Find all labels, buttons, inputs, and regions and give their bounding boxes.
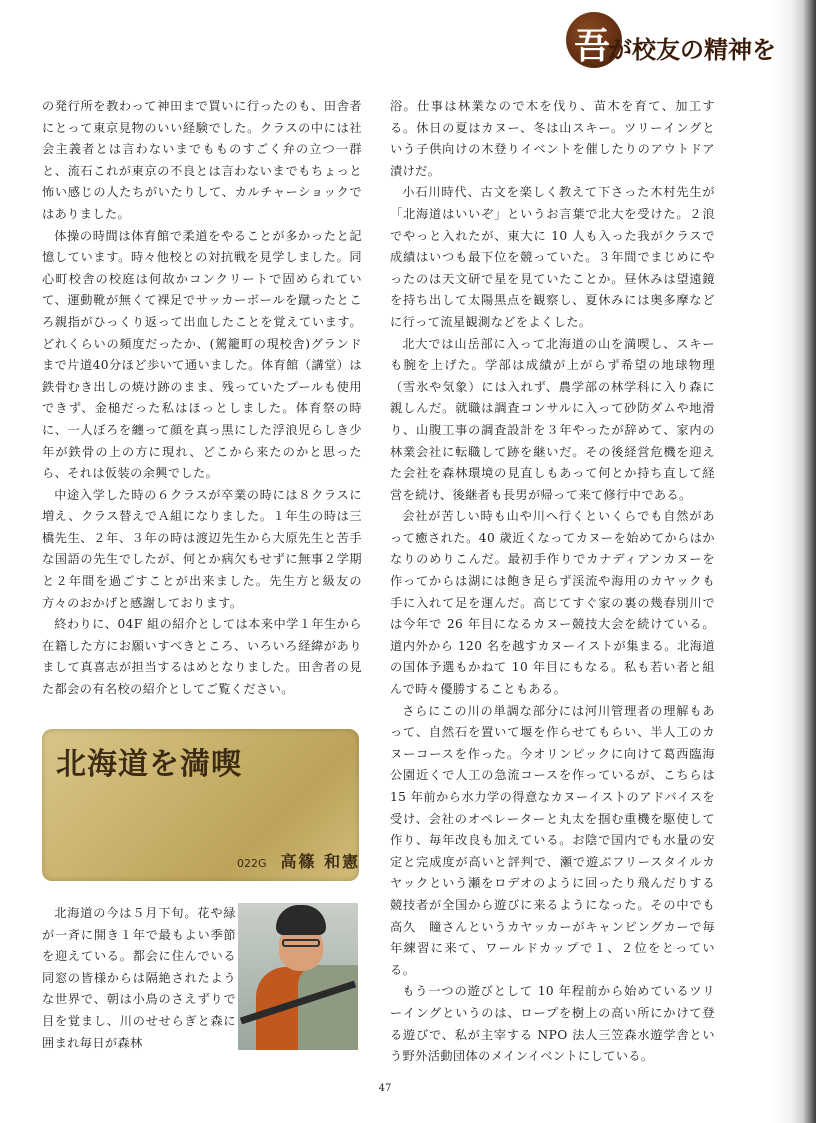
photo-helmet	[276, 905, 326, 935]
page-edge-shadow	[772, 0, 816, 1123]
paragraph: 北海道の今は５月下旬。花や緑が一斉に開き１年で最もよい季節を迎えている。都会に住んでいる同窓の皆様からは隔絶されたような世界で、朝は小鳥のさえずりで目を覚まし、川のせせらぎと森に囲まれ毎日が森林	[42, 906, 236, 1050]
paragraph: 浴。仕事は林業なので木を伐り、苗木を育て、加工する。休日の夏はカヌー、冬は山スキー。ツリーイングという子供向けの木登りイベントを催したりのアウトドア漬けだ。	[390, 99, 715, 178]
paragraph: さらにこの川の単調な部分には河川管理者の理解もあって、自然石を置いて堰を作らせてもらい、半人工のカヌーコースを作った。今オリンピックに向けて葛西臨海公園近くで人工の急流コースを作っているが、こちらは 15 年前から水力学の得意なカヌーイストのアドバイスを受け、会社のオペレーターと丸太を掴む重機を駆使して作り、毎年改良も加えている。お陰で国内でも水量の安定と完成度が高いと評判で、瀬で遊ぶフリースタイルカヤックという瀬をロデオのように回ったり飛んだりする競技者が全国から遊びに来るようになった。その中でも高久 瞳さんというカヤッカーがキャンピングカーで毎年練習に来て、ワールドカップで１、２位をとっている。	[390, 703, 715, 977]
paragraph: の発行所を教わって神田まで買いに行ったのも、田舎者にとって東京見物のいい経験でした。クラスの中には社会主義者とは言わないまでもものすごく弁の立つ一群と、流石これが東京の不良とは言わないまでもちょっと怖い感じの人たちがいたりして、カルチャーショックではありました。	[42, 99, 362, 221]
photo-glasses	[282, 939, 320, 947]
author-name: 高篠 和憲	[280, 852, 361, 871]
right-column	[390, 96, 715, 1068]
article-title: 北海道を満喫	[56, 747, 242, 782]
paragraph: もう一つの遊びとして 10 年程前から始めているツリーイングというのは、ロープを樹上の高い所にかけて登る遊びで、私が主宰する NPO 法人三笠森水遊学舎という野外活動団体のメインイベントにしている。	[390, 984, 715, 1064]
article-byline	[237, 849, 360, 872]
left-column-bottom	[42, 903, 236, 1054]
left-column-top	[42, 96, 362, 701]
paragraph: 体操の時間は体育館で柔道をやることが多かったと記憶しています。時々他校との対抗戦を見学しました。同心町校舎の校庭は何故かコンクリートで固められていて、運動靴が無くて裸足でサッカーボールを蹴ったところ親指がひっくり返って出血したことを覚えています。どれくらいの頻度だったか、(駕籠町の現校舎)グランドまで片道40分ほど歩いて通いました。体育館（講堂）は鉄骨むき出しの焼け跡のまま、残っていたプールも使用できず、金槌だった私はほっとしました。体育祭の時に、一人ぼろを纏って顔を真っ黒にした浮浪児らしき少年が鉄骨の上の方に現れ、どこから来たのかと思ったら、それは仮装の余興でした。	[42, 228, 362, 481]
article-title-box	[42, 729, 359, 881]
paragraph: 会社が苦しい時も山や川へ行くといくらでも自然があって癒された。40 歳近くなってカヌーを始めてからはかなりのめりこんだ。最初手作りでカナディアンカヌーを作ってからは湖には飽き足らず渓流や海用のカヤックも手に入れて足を運んだ。高じてすぐ家の裏の幾春別川では今年で 26 年目になるカヌー競技大会を続けている。道内外から 120 名を越すカヌーイストが集まる。北海道の国体予選もかねて 10 年目にもなる。私も若い者と組んで時々優勝することもある。	[390, 509, 715, 697]
paragraph: 北大では山岳部に入って北海道の山を満喫し、スキーも腕を上げた。学部は成績が上がらず希望の地球物理（雪氷や気象）には入れず、農学部の林学科に入り森に親しんだ。就職は調査コンサルに入って砂防ダムや地滑り、山腹工事の調査設計を３年やったが辞めて、家内の林業会社に転職して跡を継いだ。その後経営危機を迎えた会社を森林環境の見直しもあって何とか持ち直して経営を続け、後継者も長男が帰って来て修行中である。	[390, 336, 715, 502]
paragraph: 小石川時代、古文を楽しく教えて下さった木村先生が「北海道はいいぞ」というお言葉で北大を受けた。２浪でやっと入れたが、東大に 10 人も入った我がクラスで成績はいつも最下位を競っていた。３年間でまじめにやったのは天文研で星を見ていたことか。昼休みは望遠鏡を持ち出して太陽黒点を観察し、夏休みには奥多摩などに行って流星観測などをよくした。	[390, 185, 715, 329]
author-photo	[238, 903, 358, 1050]
class-code: 022G	[237, 857, 267, 870]
section-header	[560, 10, 777, 72]
section-title	[574, 18, 776, 69]
section-title-rest: が校友の精神を	[608, 35, 777, 64]
paragraph: 中途入学した時の６クラスが卒業の時には８クラスに増え、クラス替えでＡ組になりました。１年生の時は三橋先生、２年、３年の時は渡辺先生から大原先生と苦手な国語の先生でしたが、何とか病欠もせずに無事２学期と２年間を過ごすことが出来ました。先生方と級友の方々のおかげと感謝しております。	[42, 487, 362, 610]
section-title-big: 吾	[574, 25, 609, 67]
paragraph: 終わりに、04F 組の紹介としては本来中学１年生から在籍した方にお願いすべきところ、いろいろ経緯がありまして真喜志が担当するはめとなりました。田舎者の見た都会の有名校の紹介としてご覧ください。	[42, 617, 362, 697]
photo-jacket	[298, 965, 358, 1050]
page-number: 47	[378, 1083, 392, 1094]
